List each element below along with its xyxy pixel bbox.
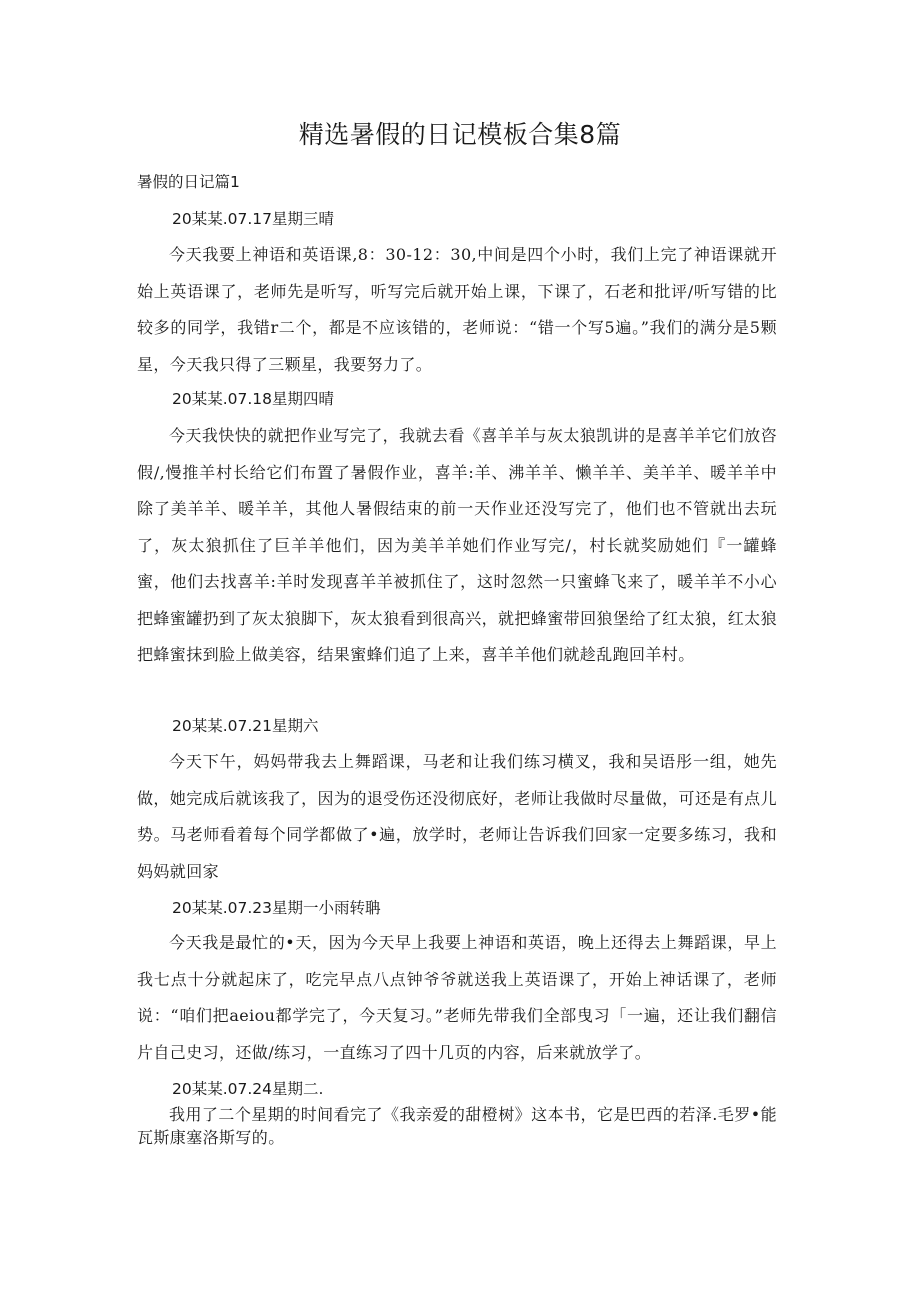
entry-paragraph: 我用了二个星期的时间看完了《我亲爱的甜橙树》这本书，它是巴西的若泽.毛罗•能瓦斯康塞洛斯写的。 — [137, 1105, 777, 1147]
entry-date: 20某某.07.18星期四晴 — [172, 390, 335, 408]
entry-date: 20某某.07.23星期一小雨转聃 — [172, 899, 381, 917]
entry-paragraph: 今天我是最忙的•天，因为今天早上我要上神语和英语，晚上还得去上舞蹈课，早上我七点十分就起床了，吃完早点八点钟爷爷就送我上英语课了，开始上神话课了，老师说：“咱们把aeiou都学完了，今天复习。”老师先带我们全部曳习「一遍，还让我们翻信片自己史习，还做/练习，一直练习了四十几页的内容，后来就放学了。 — [137, 933, 777, 1062]
entry-paragraph: 今天我要上神语和英语课,8：30-12：30,中间是四个小时，我们上完了神语课就开始上英语课了，老师先是听写，听写完后就开始上课，下课了，石老和批评/听写错的比较多的同学，我错r二个，都是不应该错的，老师说：“错一个写5遍。”我们的满分是5颗星，今天我只得了三颗星，我要努力了。 — [137, 245, 777, 374]
entry-date: 20某某.07.21星期六 — [172, 717, 319, 735]
document-title: 精选暑假的日记模板合集8篇 — [298, 120, 622, 149]
entry-date: 20某某.07.17星期三晴 — [172, 210, 335, 228]
entry-paragraph: 今天下午，妈妈带我去上舞蹈课，马老和让我们练习横叉，我和吴语彤一组，她先做，她完成后就该我了，因为的退受伤还没彻底好，老师让我做时尽量做，可还是有点儿势。马老师看着每个同学都做了•遍，放学时，老师让告诉我们回家一定要多练习，我和妈妈就回家 — [137, 752, 777, 881]
entry-date: 20某某.07.24星期二. — [172, 1080, 324, 1098]
entry-paragraph: 今天我快快的就把作业写完了，我就去看《喜羊羊与灰太狼凯讲的是喜羊羊它们放咨假/,慢推羊村长给它们布置了暑假作业，喜羊:羊、沸羊羊、懒羊羊、美羊羊、暖羊羊中除了美羊羊、暖羊羊，其他人暑假结束的前一天作业还没写完了，他们也不管就出去玩了，灰太狼抓住了巨羊羊他们，因为美羊羊她们作业写完/，村长就奖励她们『一罐蜂蜜，他们去找喜羊:羊时发现喜羊羊被抓住了，这时忽然一只蜜蜂飞来了，暖羊羊不小心把蜂蜜罐扔到了灰太狼脚下，灰太狼看到很高兴，就把蜂蜜带回狼堡给了红太狼，红太狼把蜂蜜抹到脸上做美容，结果蜜蜂们追了上来，喜羊羊他们就趁乱跑回羊村。 — [137, 426, 777, 664]
section-title: 暑假的日记篇1 — [137, 173, 240, 191]
